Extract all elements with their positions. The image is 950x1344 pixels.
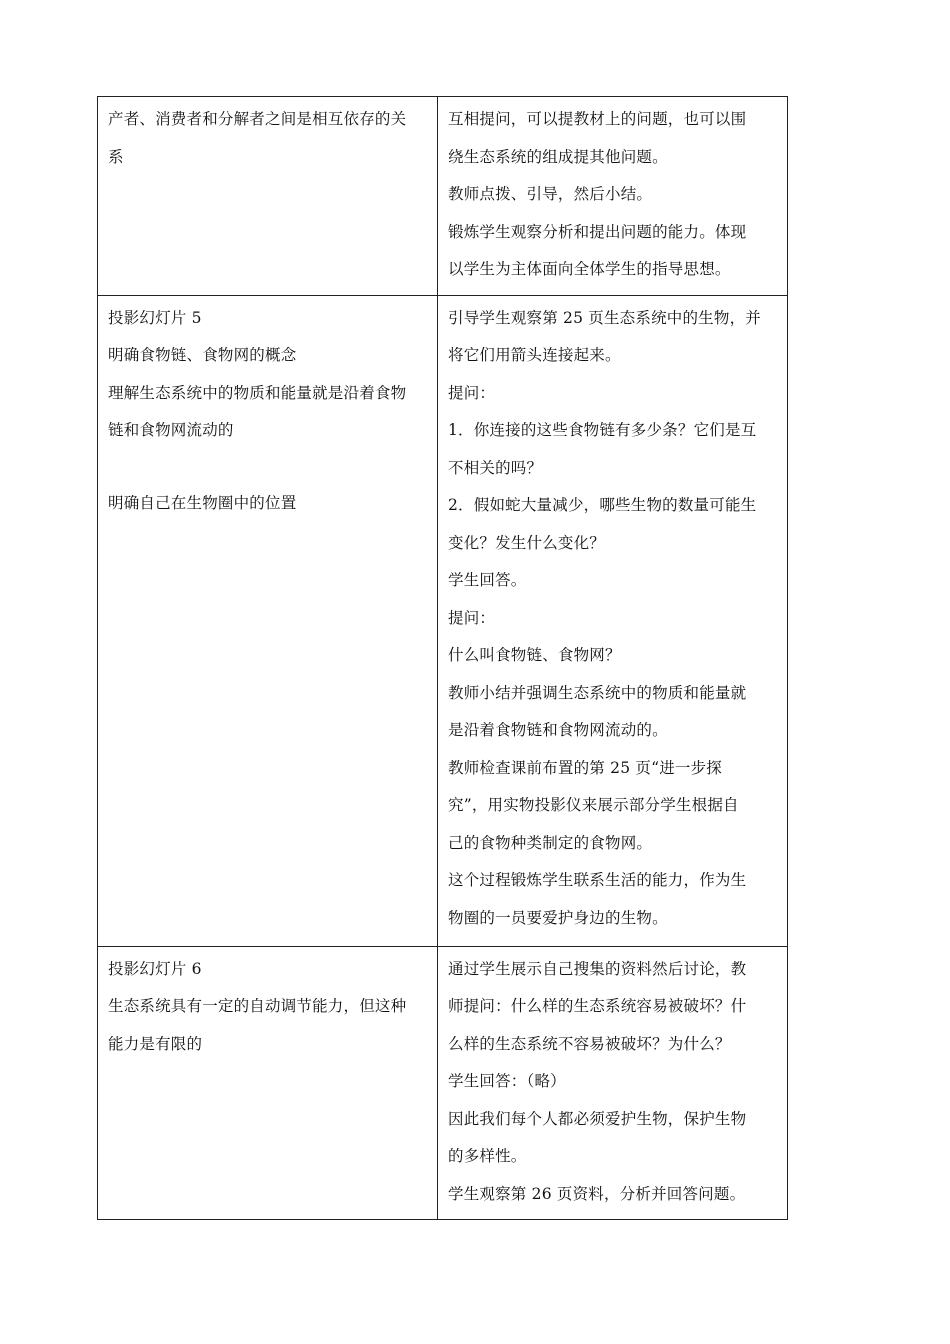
- text-line: 因此我们每个人都必须爱护生物，保护生物: [448, 1109, 747, 1128]
- text-line: 究”，用实物投影仪来展示部分学生根据自: [448, 796, 739, 814]
- text-line: 系: [108, 147, 124, 166]
- text-line: 变化？发生什么变化？: [448, 533, 606, 552]
- text-line: 以学生为主体面向全体学生的指导思想。: [448, 260, 731, 278]
- text-line: 提问：: [448, 383, 496, 402]
- text-line: 将它们用箭头连接起来。: [448, 346, 621, 364]
- text-line: 链和食物网流动的: [108, 421, 234, 439]
- text-line: 通过学生展示自己搜集的资料然后讨论，教: [448, 959, 747, 978]
- slide-title: 投影幻灯片 5: [108, 308, 202, 327]
- text-line: 师提问：什么样的生态系统容易被破坏？什: [448, 997, 747, 1015]
- table-row: [98, 946, 788, 1220]
- text-line: 引导学生观察第 25 页生态系统中的生物，并: [448, 308, 761, 327]
- objective-cell: [98, 295, 438, 946]
- text-line: 2．假如蛇大量减少，哪些生物的数量可能生: [448, 496, 757, 514]
- text-line: 学生回答。: [448, 571, 527, 589]
- text-line: 提问：: [448, 608, 496, 627]
- text-line: 是沿着食物链和食物网流动的。: [448, 721, 668, 739]
- objective-cell: [98, 946, 438, 1220]
- lesson-plan-table: [97, 96, 788, 1220]
- objective-cell: [98, 97, 438, 296]
- text-line: 锻炼学生观察分析和提出问题的能力。体现: [448, 222, 747, 241]
- text-line: 明确自己在生物圈中的位置: [108, 493, 297, 512]
- text-line: 这个过程锻炼学生联系生活的能力，作为生: [448, 871, 747, 889]
- table-row: [98, 295, 788, 946]
- activity-cell: [438, 97, 788, 296]
- text-line: 学生回答：（略）: [448, 1072, 566, 1090]
- text-line: 产者、消费者和分解者之间是相互依存的关: [108, 110, 407, 128]
- text-line: 1．你连接的这些食物链有多少条？它们是互: [448, 421, 757, 439]
- text-line: 教师检查课前布置的第 25 页“进一步探: [448, 758, 723, 777]
- text-line: 教师点拨、引导，然后小结。: [448, 185, 653, 203]
- text-line: 己的食物种类制定的食物网。: [448, 833, 653, 852]
- text-line: 么样的生态系统不容易被破坏？为什么？: [448, 1034, 731, 1053]
- text-line: 物圈的一员要爱护身边的生物。: [448, 908, 668, 927]
- text-line: 什么叫食物链、食物网？: [448, 646, 621, 664]
- text-line: 能力是有限的: [108, 1034, 203, 1053]
- slide-title: 投影幻灯片 6: [108, 959, 202, 978]
- text-line: 不相关的吗？: [448, 458, 543, 477]
- blank-line: [108, 450, 428, 485]
- text-line: 的多样性。: [448, 1147, 527, 1165]
- text-line: 互相提问，可以提教材上的问题，也可以围: [448, 110, 747, 128]
- text-line: 生态系统具有一定的自动调节能力，但这种: [108, 997, 407, 1015]
- activity-cell: [438, 946, 788, 1220]
- text-line: 明确食物链、食物网的概念: [108, 346, 297, 364]
- text-line: 学生观察第 26 页资料，分析并回答问题。: [448, 1184, 746, 1203]
- text-line: 绕生态系统的组成提其他问题。: [448, 147, 668, 166]
- text-line: 教师小结并强调生态系统中的物质和能量就: [448, 683, 747, 702]
- activity-cell: [438, 295, 788, 946]
- table-row: [98, 97, 788, 296]
- text-line: 理解生态系统中的物质和能量就是沿着食物: [108, 383, 407, 402]
